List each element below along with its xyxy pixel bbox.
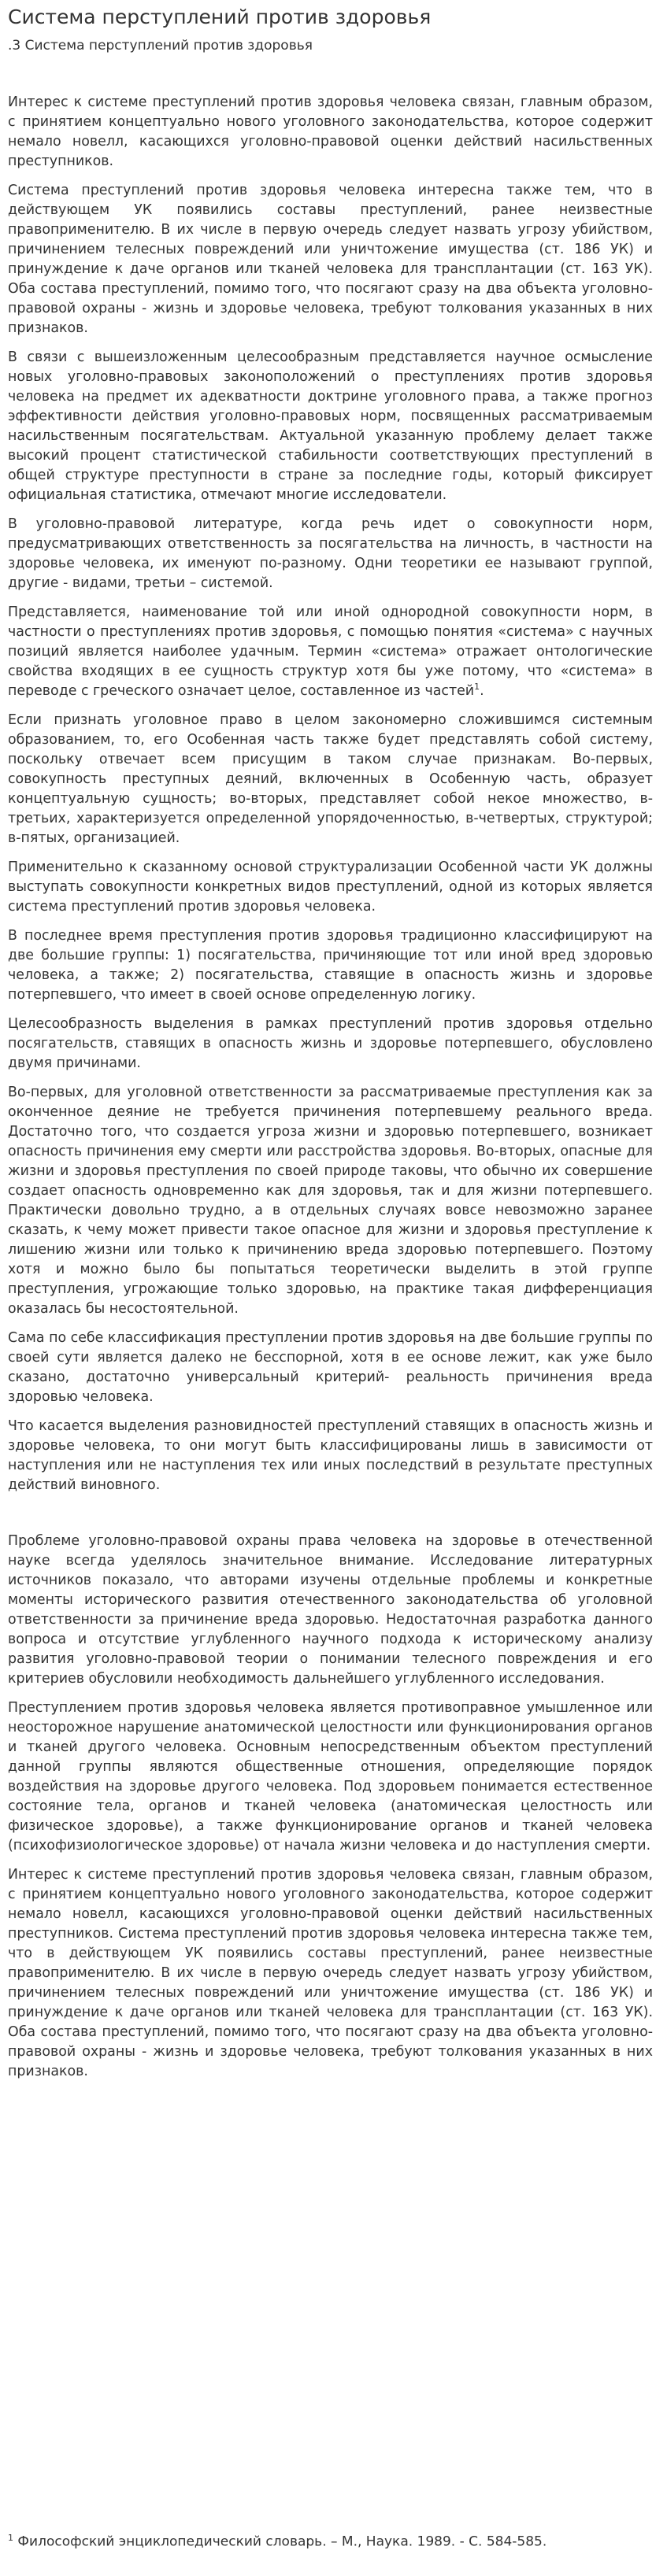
paragraph: В уголовно-правовой литературе, когда речь идет о совокупности норм, предусматривающих ответственность за посягательства на личность, в частности на здоровье человека, их именуют по-разному. Одни теоретики ее называют группой, другие - видами, третьи – системой. bbox=[8, 516, 653, 591]
footnote-marker: 1 bbox=[8, 2533, 13, 2543]
paragraph: Интерес к системе преступлений против здоровья человека связан, главным образом, с принятием концептуально нового уголовного законодательства, которое содержит немало новелл, касающихся уголовно-правовой оценки действий насильственных преступников. Система преступлений против здоровья человека интересна также тем, что в действующем УК появились составы преступлений, ранее неизвестные правоприменителю. В их числе в первую очередь следует назвать угрозу убийством, причинением телесных повреждений или уничтожение имущества (ст. 186 УК) и принуждение к даче органов или тканей человека для трансплантации (ст. 163 УК). Оба состава преступлений, помимо того, что посягают сразу на два объекта уголовно-правовой охраны - жизнь и здоровье человека, требуют толкования указанных в них признаков. bbox=[8, 1867, 653, 2079]
paragraph: В последнее время преступления против здоровья традиционно классифицируют на две большие группы: 1) посягательства, причиняющие тот или иной вред здоровью человека, а также; 2) посягательства, ставящие в опасность жизнь и здоровье потерпевшего, что имеет в своей основе определенную логику. bbox=[8, 928, 653, 1003]
page-title: Система перступлений против здоровья bbox=[8, 6, 432, 28]
paragraph: Сама по себе классификация преступлении против здоровья на две большие группы по своей сути является далеко не бесспорной, хотя в ее основе лежит, как уже было сказано, достаточно универсальный критерий- реальность причинения вреда здоровью человека. bbox=[8, 1330, 653, 1405]
paragraph: Применительно к сказанному основой структурализации Особенной части УК должны выступать совокупности конкретных видов преступлений, одной из которых является система преступлений против здоровья человека. bbox=[8, 859, 653, 915]
paragraph: Во-первых, для уголовной ответственности за рассматриваемые преступления как за оконченное деяние не требуется причинения потерпевшему реального вреда. Достаточно того, что создается угроза жизни и здоровью потерпевшего, возникает опасность причинения ему смерти или расстройства здоровья. Во-вторых, опасные для жизни и здоровья преступления по своей природе таковы, что обычно их совершение создает опасность одновременно как для здоровья, так и для жизни потерпевшего. Практически довольно трудно, а в отдельных случаях вовсе невозможно заранее сказать, к чему может привести такое опасное для жизни и здоровья преступление к лишению жизни или только к причинению вреда здоровью потерпевшего. Поэтому хотя и можно было бы попытаться теоретически выделить в этой группе преступления, угрожающие только здоровью, на практике такая дифференциация оказалась бы несостоятельной. bbox=[8, 1085, 653, 1317]
paragraph: В связи с вышеизложенным целесообразным представляется научное осмысление новых уголовно-правовых законоположений о преступлениях против здоровья человека на предмет их адекватности доктрине уголовного права, а также прогноз эффективности действия уголовно-правовых норм, посвященных рассматриваемым насильственным посягательствам. Актуальной указанную проблему делает также высокий процент статистической стабильности соответствующих преступлений в общей структуре преступности в стране за последние годы, который фиксирует официальная статистика, отмечают многие исследователи. bbox=[8, 349, 653, 503]
paragraph: Если признать уголовное право в целом закономерно сложившимся системным образованием, то, его Особенная часть также будет представлять собой систему, поскольку отвечает всем присущим в таком случае признакам. Во-первых, совокупность преступных деяний, включенных в Особенную часть, образует концептуальную сущность; во-вторых, представляет собой некое множество, в-третьих, характеризуется определенной упорядоченностью, в-четвертых, структурой; в-пятых, организацией. bbox=[8, 712, 653, 846]
footnote bbox=[8, 2529, 653, 2552]
footnote-text: Философский энциклопедический словарь. – М., Наука. 1989. - С. 584-585. bbox=[13, 2533, 547, 2550]
paragraph-text: Представляется, наименование той или иной однородной совокупности норм, в частности о преступлениях против здоровья, с помощью понятия «система» с научных позиций является наиболее удачным. Термин «система» отражает онтологические свойства входящих в ее сущность структур хотя бы уже потому, что «система» в переводе с греческого означает целое, составленное из частей bbox=[8, 604, 653, 699]
paragraph: Интерес к системе преступлений против здоровья человека связан, главным образом, с принятием концептуально нового уголовного законодательства, которое содержит немало новелл, касающихся уголовно-правовой оценки действий насильственных преступников. bbox=[8, 94, 653, 169]
paragraph: Преступлением против здоровья человека является противоправное умышленное или неосторожное нарушение анатомической целостности или функционирования органов и тканей другого человека. Основным непосредственным объектом преступлений данной группы являются общественные отношения, определяющие порядок воздействия на здоровье другого человека. Под здоровьем понимается естественное состояние тела, органов и тканей человека (анатомическая целостность или физическое здоровье), а также функционирование органов и тканей человека (психофизиологическое здоровье) от начала жизни человека и до наступления смерти. bbox=[8, 1700, 653, 1853]
paragraph: Система преступлений против здоровья человека интересна также тем, что в действующем УК появились составы преступлений, ранее неизвестные правоприменителю. В их числе в первую очередь следует назвать угрозу убийством, причинением телесных повреждений или уничтожение имущества (ст. 186 УК) и принуждение к даче органов или тканей человека для трансплантации (ст. 163 УК). Оба состава преступлений, помимо того, что посягают сразу на два объекта уголовно-правовой охраны - жизнь и здоровье человека, требуют толкования указанных в них признаков. bbox=[8, 183, 653, 336]
footnote-reference: 1 bbox=[474, 682, 480, 693]
section-subtitle: .3 Система перступлений против здоровья bbox=[8, 38, 313, 54]
paragraph: Целесообразность выделения в рамках преступлений против здоровья отдельно посягательств, ставящих в опасность жизнь и здоровье потерпевшего, обусловлено двумя причинами. bbox=[8, 1016, 653, 1071]
paragraph-with-footnote: Представляется, наименование той или иной однородной совокупности норм, в частности о преступлениях против здоровья, с помощью понятия «система» с научных позиций является наиболее удачным. Термин «система» отражает онтологические свойства входящих в ее сущность структур хотя бы уже потому, что «система» в переводе с греческого означает целое, составленное из частей$^1$. bbox=[8, 604, 653, 699]
paragraph: Проблеме уголовно-правовой охраны права человека на здоровье в отечественной науке всегда уделялось значительное внимание. Исследование литературных источников показало, что авторами изучены отдельные проблемы и конкретные моменты исторического развития отечественного законодательства об уголовной ответственности за причинение вреда здоровью. Недостаточная разработка данного вопроса и отсутствие углубленного научного подхода к историческому анализу развития уголовно-правовой теории о понимании телесного повреждения и его критериев обусловили необходимость дальнейшего углубленного исследования. bbox=[8, 1533, 653, 1687]
article-body bbox=[8, 93, 653, 2091]
paragraph: Что касается выделения разновидностей преступлений ставящих в опасность жизнь и здоровье человека, то они могут быть классифицированы лишь в зависимости от наступления или не наступления тех или иных последствий в результате преступных действий виновного. bbox=[8, 1418, 653, 1493]
